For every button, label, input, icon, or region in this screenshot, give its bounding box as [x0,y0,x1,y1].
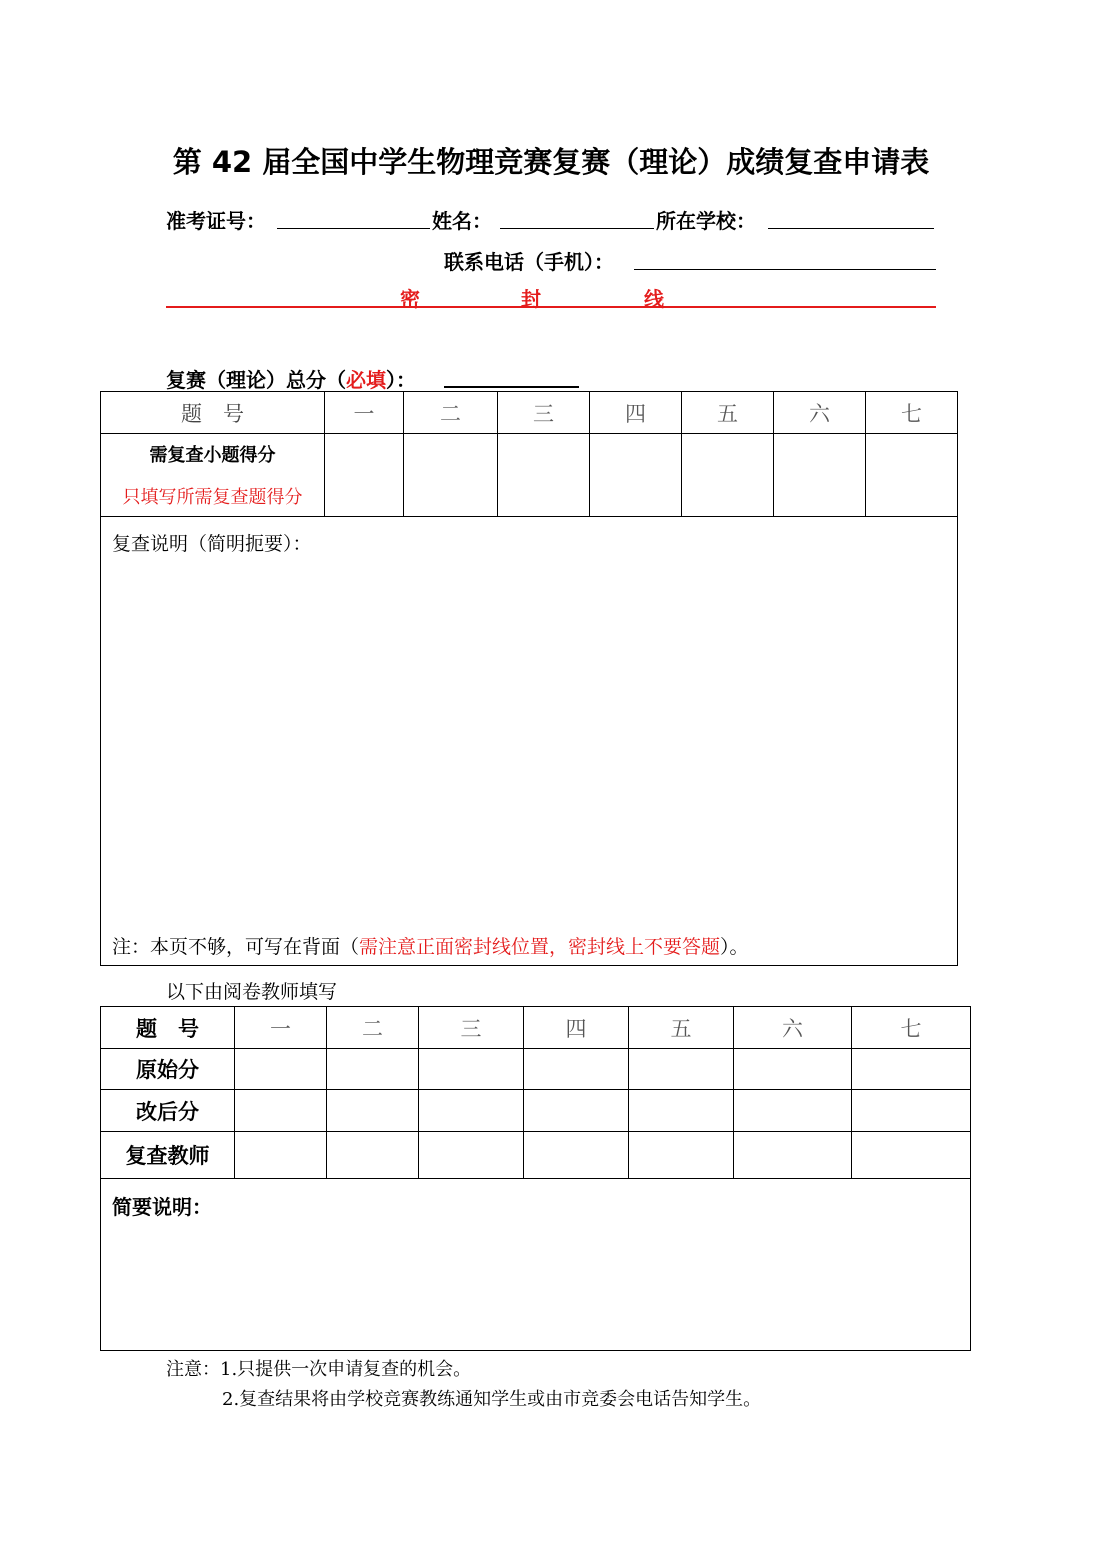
score-label: 需复查小题得分 [149,445,276,466]
q7-header: 七 [866,392,958,434]
phone-field[interactable] [634,269,936,270]
school-label: 所在学校： [656,209,756,233]
orig-q1-cell[interactable] [235,1049,327,1090]
teacher-table [100,1006,971,1351]
rev-q2-cell[interactable] [327,1090,419,1132]
footer-note-1: 注意：1.只提供一次申请复查的机会。 [166,1359,472,1380]
rev-q5-cell[interactable] [629,1090,734,1132]
score-hint: 只填写所需复查题得分 [122,487,303,508]
reviewer-q7-cell[interactable] [852,1132,971,1179]
review-description-area[interactable] [101,517,958,966]
q4-header: 四 [590,392,682,434]
t2-q7-header: 七 [852,1007,971,1049]
q1-score-cell[interactable] [325,434,404,517]
table1-header-row [101,392,958,434]
revised-score-label: 改后分 [101,1090,235,1132]
name-field[interactable] [500,228,654,229]
t2-q6-header: 六 [734,1007,852,1049]
reviewer-q3-cell[interactable] [419,1132,524,1179]
q5-header: 五 [682,392,774,434]
orig-q5-cell[interactable] [629,1049,734,1090]
revised-score-row [101,1090,971,1132]
table2-header-row [101,1007,971,1049]
q6-score-cell[interactable] [774,434,866,517]
rev-q6-cell[interactable] [734,1090,852,1132]
reviewer-q4-cell[interactable] [524,1132,629,1179]
rev-q7-cell[interactable] [852,1090,971,1132]
exam-no-field[interactable] [277,228,430,229]
score-label-cell [101,434,325,517]
original-score-row [101,1049,971,1090]
q4-score-cell[interactable] [590,434,682,517]
t2-q4-header: 四 [524,1007,629,1049]
total-score-field[interactable] [444,386,579,388]
seal-char-xian: 线 [644,287,664,311]
desc-label: 复查说明（简明扼要）： [112,533,312,555]
review-request-table [100,391,958,966]
note-warning: 需注意正面密封线位置，密封线上不要答题 [359,936,721,958]
reviewer-q5-cell[interactable] [629,1132,734,1179]
reviewer-q1-cell[interactable] [235,1132,327,1179]
rev-q3-cell[interactable] [419,1090,524,1132]
brief-label: 简要说明： [112,1195,212,1219]
exam-no-label: 准考证号： [166,209,266,233]
q3-score-cell[interactable] [498,434,590,517]
phone-label: 联系电话（手机）： [444,250,614,274]
orig-q6-cell[interactable] [734,1049,852,1090]
seal-char-mi: 密 [400,287,420,311]
note-suffix: ）。 [720,936,749,958]
orig-q7-cell[interactable] [852,1049,971,1090]
reviewer-q6-cell[interactable] [734,1132,852,1179]
t2-q3-header: 三 [419,1007,524,1049]
total-suffix: ）： [386,368,416,392]
brief-row [101,1179,971,1351]
orig-q2-cell[interactable] [327,1049,419,1090]
orig-q4-cell[interactable] [524,1049,629,1090]
table1-score-row [101,434,958,517]
reviewer-row [101,1132,971,1179]
required-tag: 必填 [346,368,386,392]
q2-score-cell[interactable] [404,434,498,517]
table1-desc-row [101,517,958,966]
total-score-label [166,364,416,393]
q1-header: 一 [325,392,404,434]
seal-char-feng: 封 [521,287,541,311]
t2-q5-header: 五 [629,1007,734,1049]
name-label: 姓名： [432,209,492,233]
q6-header: 六 [774,392,866,434]
t2-q1-header: 一 [235,1007,327,1049]
t2-q2-header: 二 [327,1007,419,1049]
page-title: 第 42 届全国中学生物理竞赛复赛（理论）成绩复查申请表 [172,145,930,179]
q5-score-cell[interactable] [682,434,774,517]
school-field[interactable] [768,228,934,229]
q7-score-cell[interactable] [866,434,958,517]
seal-line [166,306,936,308]
original-score-label: 原始分 [101,1049,235,1090]
orig-q3-cell[interactable] [419,1049,524,1090]
rev-q4-cell[interactable] [524,1090,629,1132]
note-prefix: 注：本页不够，可写在背面（ [112,936,360,958]
reviewer-q2-cell[interactable] [327,1132,419,1179]
footer-note-2: 2.复查结果将由学校竞赛教练通知学生或由市竞委会电话告知学生。 [222,1389,762,1410]
back-page-note [112,932,749,959]
t2-question-no-header: 题 号 [101,1007,235,1049]
reviewer-label: 复查教师 [101,1132,235,1179]
q3-header: 三 [498,392,590,434]
total-prefix: 复赛（理论）总分（ [166,368,346,392]
rev-q1-cell[interactable] [235,1090,327,1132]
brief-description-area[interactable] [101,1179,971,1351]
teacher-caption: 以下由阅卷教师填写 [166,981,338,1003]
question-no-header: 题 号 [101,392,325,434]
q2-header: 二 [404,392,498,434]
